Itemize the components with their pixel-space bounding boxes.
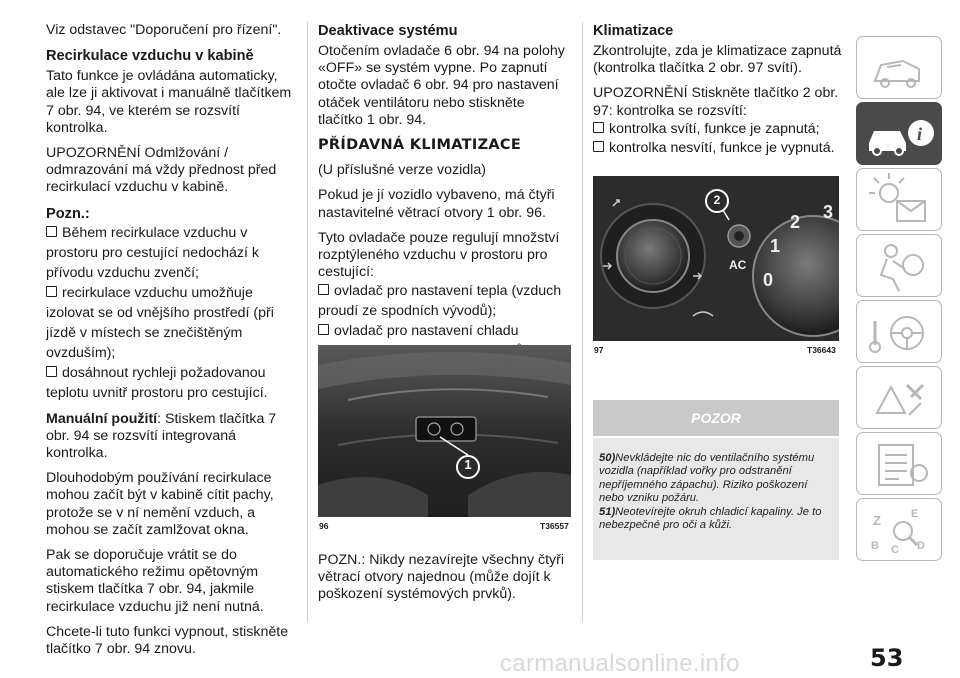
heading-climate: Klimatizace xyxy=(593,23,674,39)
tab-service-list[interactable] xyxy=(856,432,942,495)
svg-text:D: D xyxy=(917,540,925,552)
dial-number-2: 2 xyxy=(790,212,801,232)
list-item: ovladač pro nastavení tepla (vzduch proudí ze spodních vývodů); xyxy=(318,283,562,320)
controls-text: Tyto ovladače pouze regulují množství rozptýleného vzduchu v prostoru pro cestující: xyxy=(318,229,560,281)
page-number: 53 xyxy=(870,644,904,672)
manual-use-text: Manuální použití: Stiskem tlačítka 7 obr. 94 se rozsvítí integrovaná kontrolka. xyxy=(46,410,277,462)
list-item: kontrolka svítí, funkce je zapnutá; xyxy=(593,120,848,139)
warning-title: POZOR xyxy=(593,400,839,436)
checkbox-icon xyxy=(46,366,57,377)
dial-number-0: 0 xyxy=(763,270,774,290)
figure-96-number: 96 xyxy=(319,521,329,531)
recirculation-text: Tato funkce je ovládána automaticky, ale lze ji aktivovat i manuálně tlačítkem 7 obr. 94, ve kterém se rozsvítí kontrolka. xyxy=(46,68,292,136)
checkbox-icon xyxy=(46,286,57,297)
defog-warning-text: UPOZORNĚNÍ Odmlžování / odmrazování má vždy přednost před recirkulací vzduchu v kabině. xyxy=(46,145,277,196)
steering-wheel-icon xyxy=(857,301,943,364)
tab-car-info[interactable] xyxy=(856,102,942,165)
checkbox-icon xyxy=(593,141,604,152)
svg-text:i: i xyxy=(917,124,923,144)
ac-list xyxy=(593,120,848,158)
dial-number-1: 1 xyxy=(770,236,781,256)
watermark: carmanualsonline.info xyxy=(500,650,740,677)
note-text: POZN.: Nikdy nezavírejte všechny čtyři větrací otvory najednou (může dojít k poškození systémových prvků). xyxy=(318,552,564,603)
tab-warning-triangle[interactable] xyxy=(856,366,942,429)
warning-triangle-icon xyxy=(857,367,943,430)
lights-mail-icon xyxy=(857,169,943,232)
list-item: dosáhnout rychleji požadovanou teplotu uvnitř prostoru pro cestující. xyxy=(46,364,268,401)
checkbox-icon xyxy=(318,284,329,295)
column-divider xyxy=(307,22,308,622)
figure-96-ceiling-vents xyxy=(318,345,571,517)
note-list xyxy=(46,223,296,403)
list-item: ovladač pro nastavení chladu xyxy=(318,321,568,361)
list-item: recirkulace vzduchu umožňuje izolovat se od vnějšího prostředí (při jízdě v místech se znečištěným ovzduším); xyxy=(46,284,274,361)
figure-97-number: 97 xyxy=(594,345,604,355)
heading-recirculation: Recirkulace vzduchu v kabině xyxy=(46,48,254,65)
heading-aux-ac: PŘÍDAVNÁ KLIMATIZACE xyxy=(318,137,522,154)
warning-item: 50)Nevkládejte nic do ventilačního systému vozidla (například vořky pro odstranění nepříjemného zápachu). Riziko poškození nebo vzniku požáru. xyxy=(599,452,815,505)
list-item: Během recirkulace vzduchu v prostoru pro cestující nedochází k přívodu vzduchu zvenčí; xyxy=(46,224,259,281)
figure-callout-1: 1 xyxy=(464,457,472,472)
column-divider xyxy=(582,22,583,622)
heading-deactivation: Deaktivace systému xyxy=(318,23,458,39)
check-text: Zkontrolujte, zda je klimatizace zapnutá (kontrolka tlačítka 2 obr. 97 svítí). xyxy=(593,43,842,77)
car-dashboard-icon xyxy=(857,37,943,100)
equipped-text: Pokud je jí vozidlo vybaveno, má čtyři nastavitelné větrací otvory 1 obr. 96. xyxy=(318,187,555,221)
svg-text:B: B xyxy=(871,540,879,552)
dial-number-3: 3 xyxy=(823,202,834,222)
ac-label: AC xyxy=(729,258,747,272)
column-right xyxy=(593,22,848,166)
note-block xyxy=(318,552,568,612)
tab-index-letters[interactable] xyxy=(856,498,942,561)
index-letters-icon xyxy=(857,499,943,562)
ac-warning-text: UPOZORNĚNÍ Stiskněte tlačítko 2 obr. 97: kontrolka se rozsvítí: xyxy=(593,85,839,119)
version-text: (U příslušné verze vozidla) xyxy=(318,162,486,179)
manual-use-label: Manuální použití xyxy=(46,410,158,427)
checkbox-icon xyxy=(593,122,604,133)
heading-note: Pozn.: xyxy=(46,205,90,222)
tab-lights-mail[interactable] xyxy=(856,168,942,231)
intro-text: Viz odstavec "Doporučení pro řízení". xyxy=(46,22,282,38)
tab-airbag-person[interactable] xyxy=(856,234,942,297)
svg-text:Z: Z xyxy=(873,513,881,528)
checkbox-icon xyxy=(318,324,329,335)
deactivation-text: Otočením ovladače 6 obr. 94 na polohy «OFF» se systém vypne. Po zapnutí otočte ovladač 6 obr. 94 pro nastavení otáček ventilátoru nebo stiskněte tlačítko 1 obr. 94. xyxy=(318,43,565,128)
warning-body xyxy=(593,438,839,560)
tab-car-dashboard[interactable] xyxy=(856,36,942,99)
warning-item: 51)Neotevírejte okruh chladicí kapaliny. Je to nebezpečné pro oči a kůži. xyxy=(599,505,822,532)
list-item: kontrolka nesvítí, funkce je vypnutá. xyxy=(593,139,848,158)
car-info-icon xyxy=(857,103,943,166)
svg-text:C: C xyxy=(891,544,899,556)
airbag-person-icon xyxy=(857,235,943,298)
figure-callout-2: 2 xyxy=(713,193,721,207)
tab-steering-wheel[interactable] xyxy=(856,300,942,363)
recommend-text: Pak se doporučuje vrátit se do automatického režimu opětovným stiskem tlačítka 7 obr. 94, jakmile recirkulace vzduchu již není nutná. xyxy=(46,547,264,615)
column-middle xyxy=(318,22,568,369)
service-list-icon xyxy=(857,433,943,496)
disable-text: Chcete-li tuto funkci vypnout, stiskněte tlačítko 7 obr. 94 znovu. xyxy=(46,623,289,658)
column-left xyxy=(46,22,296,666)
svg-text:E: E xyxy=(911,508,919,520)
figure-97-code: T36643 xyxy=(807,345,836,355)
checkbox-icon xyxy=(46,226,57,237)
figure-97-ac-panel xyxy=(593,176,839,341)
long-use-text: Dlouhodobým používání recirkulace mohou začít být v kabině cítit pachy, protože se v ní nemění vzduch, a mohou se začít zamlžovat okna. xyxy=(46,470,274,538)
figure-96-code: T36557 xyxy=(540,521,569,531)
